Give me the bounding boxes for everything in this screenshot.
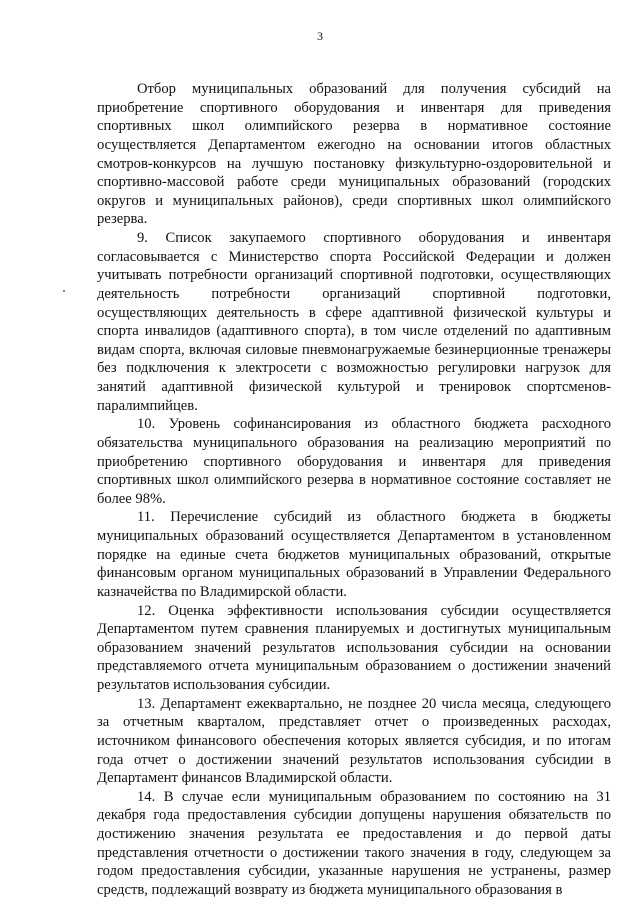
paragraph-12-efficiency-evaluation: 12. Оценка эффективности использования субсидии осуществляется Департаментом путем сравнения планируемых и достигнутых муниципальным образованием значений результатов использования субсидии на основании представляемого отчета муниципальным образованием о достижении значений результатов использования субсидии. bbox=[97, 602, 611, 693]
document-body bbox=[97, 80, 611, 900]
paragraph-11-subsidy-transfer: 11. Перечисление субсидий из областного бюджета в бюджеты муниципальных образований осуществляется Департаментом в установленном порядке на единые счета бюджетов муниципальных образований, открытые финансовым органом муниципальных образований в Управлении Федерального казначейства по Владимирской области. bbox=[97, 509, 611, 600]
paragraph-9-equipment-list: 9. Список закупаемого спортивного оборудования и инвентаря согласовывается с Министерство спорта Российской Федерации и должен учитывать потребности организаций спортивной подготовки, осуществляющих деятельность потребности организаций спортивной подготовки, осуществляющих деятельность в сфере адаптивной физической культуры и спорта инвалидов (адаптивного спорта), в том числе отделений по адаптивным видам спорта, включая силовые пневмонагружаемые безинерционные тренажеры без подключения к электросети с возможностью регулировки нагрузок для занятий адаптивной физической культурой и тренировок спортсменов-паралимпийцев. bbox=[97, 230, 611, 414]
paragraph-10-cofinancing-level: 10. Уровень софинансирования из областного бюджета расходного обязательства муниципального образования на реализацию мероприятий по приобретению спортивного оборудования и инвентаря для приведения спортивных школ олимпийского резерва в нормативное состояние составляет не более 98%. bbox=[97, 416, 611, 507]
paragraph-13-quarterly-report: 13. Департамент ежеквартально, не позднее 20 числа месяца, следующего за отчетным кварталом, представляет отчет о произведенных расходах, источником финансового обеспечения которых является субсидия, и по итогам года отчет о достижении значений результатов использования субсидии в Департамент финансов Владимирской области. bbox=[97, 695, 611, 787]
page-number: 3 bbox=[317, 29, 323, 43]
paragraph-selection-procedure: Отбор муниципальных образований для получения субсидий на приобретение спортивного оборудования и инвентаря для приведения спортивных школ олимпийского резерва в нормативное состояние осуществляется Департаментом ежегодно на основании итогов областных смотров-конкурсов на лучшую постановку физкультурно-оздоровительной и спортивно-массовой работе среди муниципальных образований (городских округов и муниципальных районов), среди спортивных школ олимпийского резерва. bbox=[97, 81, 611, 228]
paragraph-14-obligation-violation: 14. В случае если муниципальным образованием по состоянию на 31 декабря года предоставления субсидии допущены нарушения обязательств по достижению значения результата ее предоставления и до первой даты представления отчетности о достижении такого значения в году, следующем за годом предоставления субсидии, указанные нарушения не устранены, размер средств, подлежащий возврату из бюджета муниципального образования в bbox=[97, 788, 611, 898]
scan-mark bbox=[63, 290, 65, 292]
